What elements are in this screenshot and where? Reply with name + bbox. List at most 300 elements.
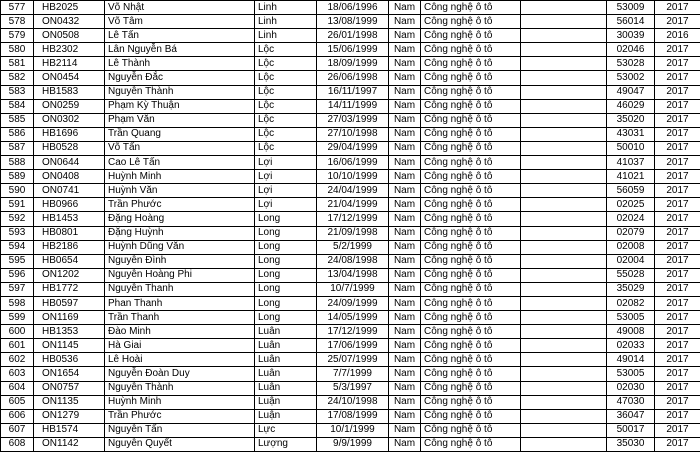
major-cell: Công nghệ ô tô [421, 184, 521, 198]
year-cell: 2017 [655, 325, 700, 339]
given-name-cell: Lộc [255, 85, 317, 99]
row-number-cell: 595 [1, 254, 34, 268]
year-cell: 2017 [655, 170, 700, 184]
given-name-cell: Lộc [255, 127, 317, 141]
major-cell: Công nghệ ô tô [421, 85, 521, 99]
blank-cell [521, 367, 607, 381]
given-name-cell: Luận [255, 395, 317, 409]
blank-cell [521, 282, 607, 296]
school-code-cell: 50017 [607, 423, 655, 437]
family-name-cell: Lê Tấn [105, 29, 255, 43]
row-number-cell: 583 [1, 85, 34, 99]
student-code-cell: ON0644 [34, 156, 105, 170]
birth-date-cell: 21/04/1999 [317, 198, 389, 212]
school-code-cell: 50010 [607, 141, 655, 155]
year-cell: 2017 [655, 71, 700, 85]
major-cell: Công nghệ ô tô [421, 127, 521, 141]
major-cell: Công nghệ ô tô [421, 311, 521, 325]
blank-cell [521, 240, 607, 254]
student-code-cell: HB2114 [34, 57, 105, 71]
school-code-cell: 02033 [607, 339, 655, 353]
given-name-cell: Linh [255, 29, 317, 43]
birth-date-cell: 16/06/1999 [317, 156, 389, 170]
table-row [1, 282, 700, 296]
student-code-cell: ON0508 [34, 29, 105, 43]
table-row [1, 141, 700, 155]
school-code-cell: 55028 [607, 268, 655, 282]
given-name-cell: Long [255, 254, 317, 268]
family-name-cell: Võ Tấn [105, 141, 255, 155]
family-name-cell: Nguyễn Đình [105, 254, 255, 268]
school-code-cell: 53002 [607, 71, 655, 85]
given-name-cell: Linh [255, 15, 317, 29]
major-cell: Công nghệ ô tô [421, 212, 521, 226]
blank-cell [521, 339, 607, 353]
given-name-cell: Luân [255, 339, 317, 353]
row-number-cell: 591 [1, 198, 34, 212]
student-code-cell: ON1279 [34, 409, 105, 423]
major-cell: Công nghệ ô tô [421, 423, 521, 437]
gender-cell: Nam [389, 141, 421, 155]
row-number-cell: 601 [1, 339, 34, 353]
row-number-cell: 585 [1, 113, 34, 127]
year-cell: 2017 [655, 282, 700, 296]
given-name-cell: Luân [255, 325, 317, 339]
table-row [1, 57, 700, 71]
major-cell: Công nghệ ô tô [421, 99, 521, 113]
gender-cell: Nam [389, 311, 421, 325]
birth-date-cell: 27/10/1998 [317, 127, 389, 141]
student-code-cell: ON1145 [34, 339, 105, 353]
student-code-cell: HB1772 [34, 282, 105, 296]
birth-date-cell: 25/07/1999 [317, 353, 389, 367]
family-name-cell: Võ Tâm [105, 15, 255, 29]
school-code-cell: 49047 [607, 85, 655, 99]
birth-date-cell: 13/08/1999 [317, 15, 389, 29]
year-cell: 2017 [655, 226, 700, 240]
school-code-cell: 02079 [607, 226, 655, 240]
gender-cell: Nam [389, 127, 421, 141]
family-name-cell: Nguyễn Thanh [105, 282, 255, 296]
family-name-cell: Lê Thành [105, 57, 255, 71]
gender-cell: Nam [389, 71, 421, 85]
table-row [1, 29, 700, 43]
gender-cell: Nam [389, 113, 421, 127]
blank-cell [521, 212, 607, 226]
year-cell: 2017 [655, 367, 700, 381]
gender-cell: Nam [389, 170, 421, 184]
student-code-cell: ON0302 [34, 113, 105, 127]
family-name-cell: Nguyễn Đoàn Duy [105, 367, 255, 381]
birth-date-cell: 18/09/1999 [317, 57, 389, 71]
blank-cell [521, 141, 607, 155]
student-code-cell: ON0408 [34, 170, 105, 184]
table-row [1, 353, 700, 367]
table-row [1, 409, 700, 423]
family-name-cell: Trần Thanh [105, 311, 255, 325]
school-code-cell: 02046 [607, 43, 655, 57]
birth-date-cell: 26/01/1998 [317, 29, 389, 43]
family-name-cell: Đào Minh [105, 325, 255, 339]
family-name-cell: Huỳnh Dũng Văn [105, 240, 255, 254]
year-cell: 2017 [655, 198, 700, 212]
blank-cell [521, 71, 607, 85]
row-number-cell: 577 [1, 1, 34, 15]
given-name-cell: Luận [255, 409, 317, 423]
family-name-cell: Huỳnh Minh [105, 170, 255, 184]
gender-cell: Nam [389, 85, 421, 99]
row-number-cell: 604 [1, 381, 34, 395]
blank-cell [521, 409, 607, 423]
family-name-cell: Trần Quang [105, 127, 255, 141]
major-cell: Công nghệ ô tô [421, 353, 521, 367]
gender-cell: Nam [389, 409, 421, 423]
gender-cell: Nam [389, 437, 421, 451]
major-cell: Công nghệ ô tô [421, 437, 521, 451]
blank-cell [521, 113, 607, 127]
year-cell: 2017 [655, 409, 700, 423]
gender-cell: Nam [389, 282, 421, 296]
year-cell: 2017 [655, 212, 700, 226]
gender-cell: Nam [389, 226, 421, 240]
given-name-cell: Long [255, 240, 317, 254]
family-name-cell: Võ Nhật [105, 1, 255, 15]
major-cell: Công nghệ ô tô [421, 1, 521, 15]
birth-date-cell: 9/9/1999 [317, 437, 389, 451]
given-name-cell: Linh [255, 1, 317, 15]
student-code-cell: ON0259 [34, 99, 105, 113]
blank-cell [521, 184, 607, 198]
major-cell: Công nghệ ô tô [421, 15, 521, 29]
table-row [1, 170, 700, 184]
student-code-cell: HB1583 [34, 85, 105, 99]
birth-date-cell: 10/1/1999 [317, 423, 389, 437]
gender-cell: Nam [389, 156, 421, 170]
table-row [1, 367, 700, 381]
given-name-cell: Long [255, 296, 317, 310]
blank-cell [521, 325, 607, 339]
year-cell: 2017 [655, 99, 700, 113]
table-row [1, 311, 700, 325]
table-row [1, 156, 700, 170]
blank-cell [521, 353, 607, 367]
family-name-cell: Huỳnh Văn [105, 184, 255, 198]
blank-cell [521, 43, 607, 57]
blank-cell [521, 156, 607, 170]
student-code-cell: ON1202 [34, 268, 105, 282]
given-name-cell: Lực [255, 423, 317, 437]
school-code-cell: 35020 [607, 113, 655, 127]
major-cell: Công nghệ ô tô [421, 170, 521, 184]
student-code-cell: HB0801 [34, 226, 105, 240]
blank-cell [521, 170, 607, 184]
birth-date-cell: 7/7/1999 [317, 367, 389, 381]
row-number-cell: 580 [1, 43, 34, 57]
birth-date-cell: 26/06/1998 [317, 71, 389, 85]
table-row [1, 43, 700, 57]
gender-cell: Nam [389, 325, 421, 339]
birth-date-cell: 14/05/1999 [317, 311, 389, 325]
major-cell: Công nghệ ô tô [421, 156, 521, 170]
year-cell: 2017 [655, 296, 700, 310]
row-number-cell: 581 [1, 57, 34, 71]
row-number-cell: 588 [1, 156, 34, 170]
family-name-cell: Cao Lê Tấn [105, 156, 255, 170]
row-number-cell: 606 [1, 409, 34, 423]
major-cell: Công nghệ ô tô [421, 29, 521, 43]
student-code-cell: HB2302 [34, 43, 105, 57]
gender-cell: Nam [389, 212, 421, 226]
gender-cell: Nam [389, 15, 421, 29]
student-code-cell: HB1574 [34, 423, 105, 437]
major-cell: Công nghệ ô tô [421, 325, 521, 339]
family-name-cell: Đặng Huỳnh [105, 226, 255, 240]
row-number-cell: 608 [1, 437, 34, 451]
major-cell: Công nghệ ô tô [421, 57, 521, 71]
school-code-cell: 53005 [607, 367, 655, 381]
major-cell: Công nghệ ô tô [421, 282, 521, 296]
row-number-cell: 578 [1, 15, 34, 29]
blank-cell [521, 423, 607, 437]
given-name-cell: Long [255, 311, 317, 325]
given-name-cell: Luân [255, 367, 317, 381]
student-code-cell: ON1142 [34, 437, 105, 451]
school-code-cell: 49008 [607, 325, 655, 339]
year-cell: 2017 [655, 184, 700, 198]
row-number-cell: 607 [1, 423, 34, 437]
blank-cell [521, 381, 607, 395]
year-cell: 2017 [655, 381, 700, 395]
year-cell: 2017 [655, 311, 700, 325]
row-number-cell: 590 [1, 184, 34, 198]
birth-date-cell: 24/09/1999 [317, 296, 389, 310]
family-name-cell: Phạm Kỳ Thuận [105, 99, 255, 113]
school-code-cell: 49014 [607, 353, 655, 367]
birth-date-cell: 24/08/1998 [317, 254, 389, 268]
table-row [1, 437, 700, 451]
year-cell: 2017 [655, 339, 700, 353]
birth-date-cell: 17/12/1999 [317, 325, 389, 339]
birth-date-cell: 13/04/1998 [317, 268, 389, 282]
school-code-cell: 02024 [607, 212, 655, 226]
year-cell: 2017 [655, 353, 700, 367]
birth-date-cell: 17/08/1999 [317, 409, 389, 423]
school-code-cell: 02030 [607, 381, 655, 395]
row-number-cell: 584 [1, 99, 34, 113]
school-code-cell: 35030 [607, 437, 655, 451]
school-code-cell: 02025 [607, 198, 655, 212]
gender-cell: Nam [389, 43, 421, 57]
row-number-cell: 582 [1, 71, 34, 85]
gender-cell: Nam [389, 367, 421, 381]
year-cell: 2017 [655, 15, 700, 29]
row-number-cell: 602 [1, 353, 34, 367]
year-cell: 2017 [655, 395, 700, 409]
student-code-cell: ON1135 [34, 395, 105, 409]
year-cell: 2017 [655, 156, 700, 170]
gender-cell: Nam [389, 353, 421, 367]
student-code-cell: HB2025 [34, 1, 105, 15]
row-number-cell: 594 [1, 240, 34, 254]
year-cell: 2017 [655, 1, 700, 15]
birth-date-cell: 5/2/1999 [317, 240, 389, 254]
family-name-cell: Nguyễn Quyết [105, 437, 255, 451]
school-code-cell: 56014 [607, 15, 655, 29]
student-code-cell: HB0597 [34, 296, 105, 310]
given-name-cell: Lợi [255, 170, 317, 184]
family-name-cell: Lân Nguyễn Bá [105, 43, 255, 57]
given-name-cell: Lộc [255, 71, 317, 85]
year-cell: 2017 [655, 113, 700, 127]
blank-cell [521, 226, 607, 240]
major-cell: Công nghệ ô tô [421, 367, 521, 381]
given-name-cell: Lộc [255, 99, 317, 113]
family-name-cell: Lê Hoài [105, 353, 255, 367]
birth-date-cell: 18/06/1996 [317, 1, 389, 15]
table-row [1, 15, 700, 29]
table-row [1, 325, 700, 339]
school-code-cell: 43031 [607, 127, 655, 141]
row-number-cell: 600 [1, 325, 34, 339]
birth-date-cell: 10/10/1999 [317, 170, 389, 184]
school-code-cell: 46029 [607, 99, 655, 113]
table-row [1, 127, 700, 141]
school-code-cell: 41037 [607, 156, 655, 170]
gender-cell: Nam [389, 1, 421, 15]
row-number-cell: 599 [1, 311, 34, 325]
year-cell: 2016 [655, 29, 700, 43]
gender-cell: Nam [389, 184, 421, 198]
gender-cell: Nam [389, 29, 421, 43]
birth-date-cell: 29/04/1999 [317, 141, 389, 155]
major-cell: Công nghệ ô tô [421, 409, 521, 423]
gender-cell: Nam [389, 339, 421, 353]
gender-cell: Nam [389, 395, 421, 409]
given-name-cell: Long [255, 268, 317, 282]
school-code-cell: 30039 [607, 29, 655, 43]
school-code-cell: 41021 [607, 170, 655, 184]
table-row [1, 381, 700, 395]
given-name-cell: Lợi [255, 184, 317, 198]
table-row [1, 1, 700, 15]
year-cell: 2017 [655, 127, 700, 141]
school-code-cell: 02004 [607, 254, 655, 268]
student-code-cell: HB1696 [34, 127, 105, 141]
blank-cell [521, 127, 607, 141]
given-name-cell: Long [255, 282, 317, 296]
school-code-cell: 02082 [607, 296, 655, 310]
birth-date-cell: 16/11/1997 [317, 85, 389, 99]
year-cell: 2017 [655, 254, 700, 268]
major-cell: Công nghệ ô tô [421, 198, 521, 212]
school-code-cell: 35029 [607, 282, 655, 296]
given-name-cell: Lộc [255, 113, 317, 127]
family-name-cell: Hà Giai [105, 339, 255, 353]
given-name-cell: Lợi [255, 156, 317, 170]
given-name-cell: Luân [255, 381, 317, 395]
row-number-cell: 592 [1, 212, 34, 226]
row-number-cell: 598 [1, 296, 34, 310]
year-cell: 2017 [655, 85, 700, 99]
given-name-cell: Lợi [255, 198, 317, 212]
major-cell: Công nghệ ô tô [421, 113, 521, 127]
family-name-cell: Nguyễn Thành [105, 85, 255, 99]
major-cell: Công nghệ ô tô [421, 268, 521, 282]
major-cell: Công nghệ ô tô [421, 395, 521, 409]
blank-cell [521, 198, 607, 212]
table-row [1, 268, 700, 282]
gender-cell: Nam [389, 268, 421, 282]
table-row [1, 85, 700, 99]
year-cell: 2017 [655, 423, 700, 437]
birth-date-cell: 5/3/1997 [317, 381, 389, 395]
student-code-cell: ON1654 [34, 367, 105, 381]
year-cell: 2017 [655, 141, 700, 155]
gender-cell: Nam [389, 296, 421, 310]
family-name-cell: Trần Phước [105, 409, 255, 423]
major-cell: Công nghệ ô tô [421, 141, 521, 155]
blank-cell [521, 57, 607, 71]
gender-cell: Nam [389, 381, 421, 395]
student-code-cell: ON1169 [34, 311, 105, 325]
blank-cell [521, 29, 607, 43]
table-row [1, 339, 700, 353]
family-name-cell: Huỳnh Minh [105, 395, 255, 409]
row-number-cell: 579 [1, 29, 34, 43]
student-code-cell: ON0432 [34, 15, 105, 29]
birth-date-cell: 17/06/1999 [317, 339, 389, 353]
family-name-cell: Phan Thanh [105, 296, 255, 310]
school-code-cell: 02008 [607, 240, 655, 254]
table-row [1, 423, 700, 437]
table-row [1, 212, 700, 226]
table-row [1, 99, 700, 113]
student-code-cell: HB0536 [34, 353, 105, 367]
row-number-cell: 596 [1, 268, 34, 282]
birth-date-cell: 27/03/1999 [317, 113, 389, 127]
table-body [1, 1, 700, 452]
year-cell: 2017 [655, 57, 700, 71]
birth-date-cell: 14/11/1999 [317, 99, 389, 113]
student-code-cell: HB1353 [34, 325, 105, 339]
table-row [1, 395, 700, 409]
gender-cell: Nam [389, 198, 421, 212]
birth-date-cell: 21/09/1998 [317, 226, 389, 240]
student-code-cell: HB2186 [34, 240, 105, 254]
given-name-cell: Lộc [255, 141, 317, 155]
school-code-cell: 53009 [607, 1, 655, 15]
row-number-cell: 597 [1, 282, 34, 296]
year-cell: 2017 [655, 268, 700, 282]
birth-date-cell: 24/10/1998 [317, 395, 389, 409]
blank-cell [521, 437, 607, 451]
table-row [1, 226, 700, 240]
row-number-cell: 586 [1, 127, 34, 141]
year-cell: 2017 [655, 43, 700, 57]
family-name-cell: Đặng Hoàng [105, 212, 255, 226]
gender-cell: Nam [389, 99, 421, 113]
blank-cell [521, 268, 607, 282]
student-code-cell: ON0757 [34, 381, 105, 395]
school-code-cell: 53005 [607, 311, 655, 325]
family-name-cell: Nguyễn Thành [105, 381, 255, 395]
major-cell: Công nghệ ô tô [421, 296, 521, 310]
table-row [1, 296, 700, 310]
student-code-cell: ON0741 [34, 184, 105, 198]
major-cell: Công nghệ ô tô [421, 339, 521, 353]
row-number-cell: 593 [1, 226, 34, 240]
table-row [1, 184, 700, 198]
